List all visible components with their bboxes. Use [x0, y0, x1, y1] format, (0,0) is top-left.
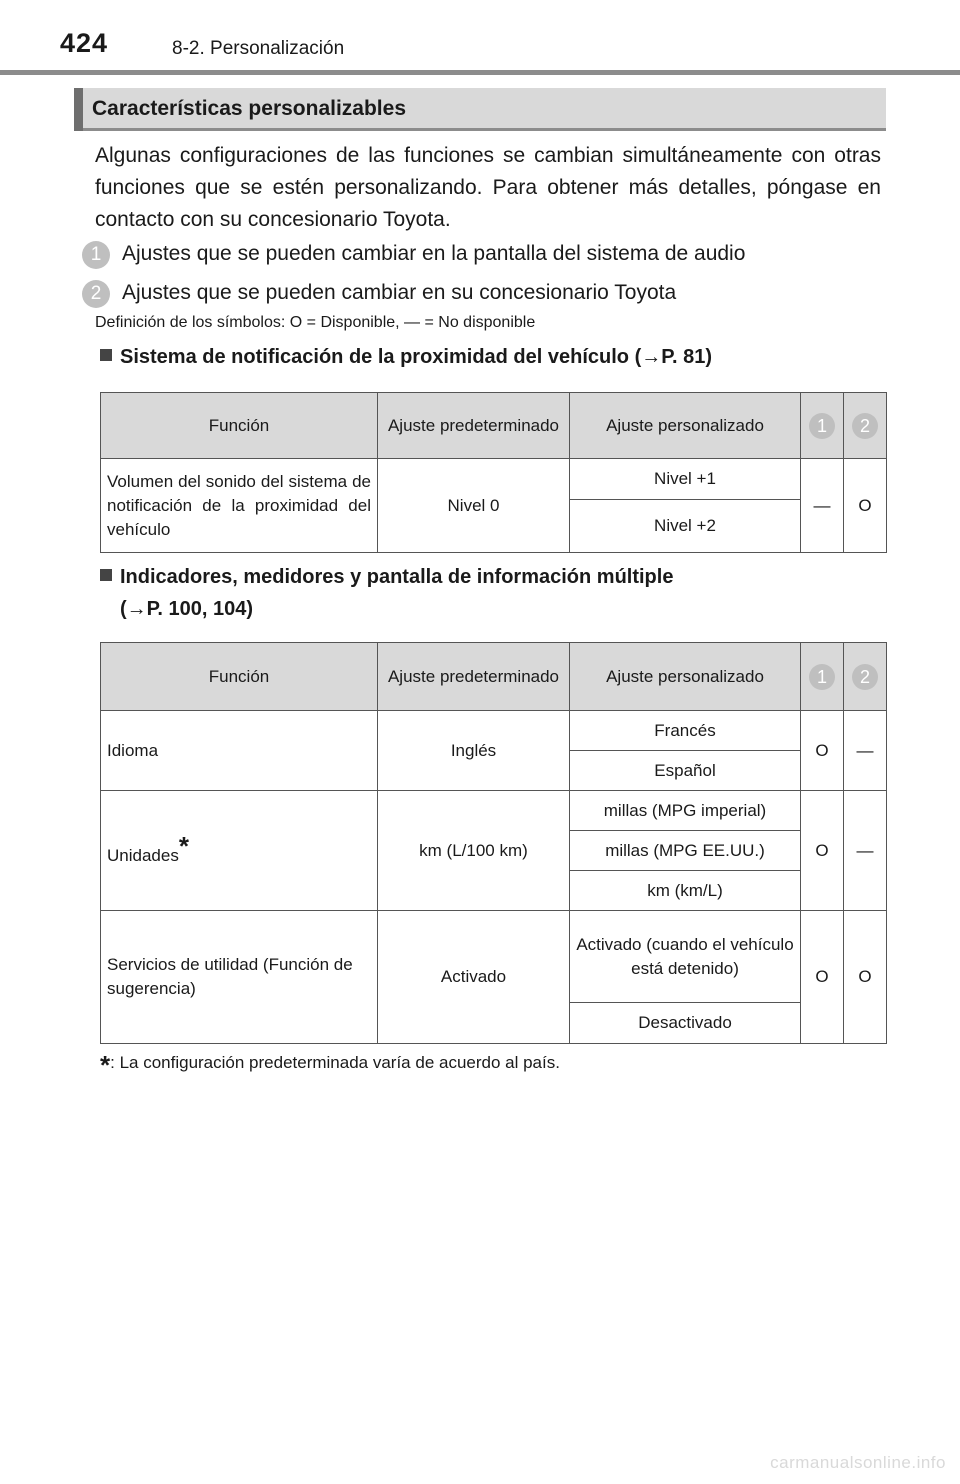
col-header-default: Ajuste predeterminado: [378, 393, 570, 459]
col-header-function: Función: [101, 643, 378, 711]
footnote-text: : La configuración predeterminada varía de acuerdo al país.: [110, 1053, 560, 1072]
heading-text: Sistema de notificación de la proximidad del vehículo (→P. 81): [120, 346, 713, 368]
availability-1-cell: O: [801, 711, 844, 791]
col-header-custom: Ajuste personalizado: [570, 643, 801, 711]
col-header-1: [801, 393, 844, 459]
legend-text: Ajustes que se pueden cambiar en su concesionario Toyota: [122, 281, 677, 304]
marker-1-icon: 1: [809, 413, 835, 439]
option-cell: km (km/L): [570, 871, 801, 911]
footnote-mark: *: [178, 830, 189, 861]
col-header-function: Función: [101, 393, 378, 459]
legend-text: Ajustes que se pueden cambiar en la pantalla del sistema de audio: [122, 242, 746, 265]
marker-2-icon: 2: [852, 664, 878, 690]
option-cell: Español: [570, 751, 801, 791]
header-rule: [0, 70, 960, 75]
symbols-definition: Definición de los símbolos: O = Disponible, — = No disponible: [95, 314, 536, 331]
indicators-table: [100, 642, 887, 1044]
col-header-2: [844, 643, 887, 711]
function-cell: Idioma: [101, 711, 378, 791]
watermark: carmanualsonline.info: [770, 1453, 946, 1472]
col-header-2: [844, 393, 887, 459]
marker-1-icon: 1: [809, 664, 835, 690]
default-cell: km (L/100 km): [378, 791, 570, 911]
availability-2-cell: O: [844, 459, 887, 553]
banner-accent-bar: [74, 88, 83, 131]
option-cell: Nivel +1: [570, 459, 801, 500]
subsection-heading-proximity: [100, 346, 712, 369]
option-cell: Nivel +2: [570, 500, 801, 553]
marker-2-icon: 2: [82, 280, 110, 308]
function-cell: Volumen del sonido del sistema de notificación de la proximidad del vehículo: [101, 459, 378, 553]
square-bullet-icon: [100, 349, 112, 361]
section-title: 8-2. Personalización: [172, 38, 345, 59]
option-cell: Francés: [570, 711, 801, 751]
footnote-star: *: [100, 1050, 111, 1080]
function-text: Unidades: [107, 845, 179, 865]
availability-2-cell: —: [844, 791, 887, 911]
subsection-heading-ref: (→P. 100, 104): [120, 598, 254, 620]
function-cell: Servicios de utilidad (Función de sugerencia): [101, 911, 378, 1044]
default-cell: Activado: [378, 911, 570, 1044]
option-cell: Desactivado: [570, 1003, 801, 1044]
marker-2-icon: 2: [852, 413, 878, 439]
function-cell: [101, 791, 378, 911]
default-cell: Nivel 0: [378, 459, 570, 553]
availability-1-cell: —: [801, 459, 844, 553]
marker-1-icon: 1: [82, 241, 110, 269]
square-bullet-icon: [100, 569, 112, 581]
banner-title: Características personalizables: [92, 97, 406, 120]
option-cell: millas (MPG imperial): [570, 791, 801, 831]
option-cell: millas (MPG EE.UU.): [570, 831, 801, 871]
default-cell: Inglés: [378, 711, 570, 791]
footnote: [100, 1050, 560, 1081]
availability-1-cell: O: [801, 791, 844, 911]
col-header-custom: Ajuste personalizado: [570, 393, 801, 459]
heading-text: Indicadores, medidores y pantalla de información múltiple: [120, 566, 674, 588]
section-banner: [74, 88, 886, 131]
availability-2-cell: —: [844, 711, 887, 791]
proximity-table: [100, 392, 887, 553]
page-number: 424: [60, 28, 109, 58]
subsection-heading-indicators: [100, 566, 673, 589]
option-cell: Activado (cuando el vehículo está detenido): [570, 911, 801, 1003]
col-header-1: [801, 643, 844, 711]
availability-1-cell: O: [801, 911, 844, 1044]
availability-2-cell: O: [844, 911, 887, 1044]
col-header-default: Ajuste predeterminado: [378, 643, 570, 711]
intro-paragraph: Algunas configuraciones de las funciones se cambian simultáneamente con otras funciones que se estén personalizando. Para obtener más detalles, póngase en contacto con su concesionario Toyota.: [95, 144, 881, 231]
